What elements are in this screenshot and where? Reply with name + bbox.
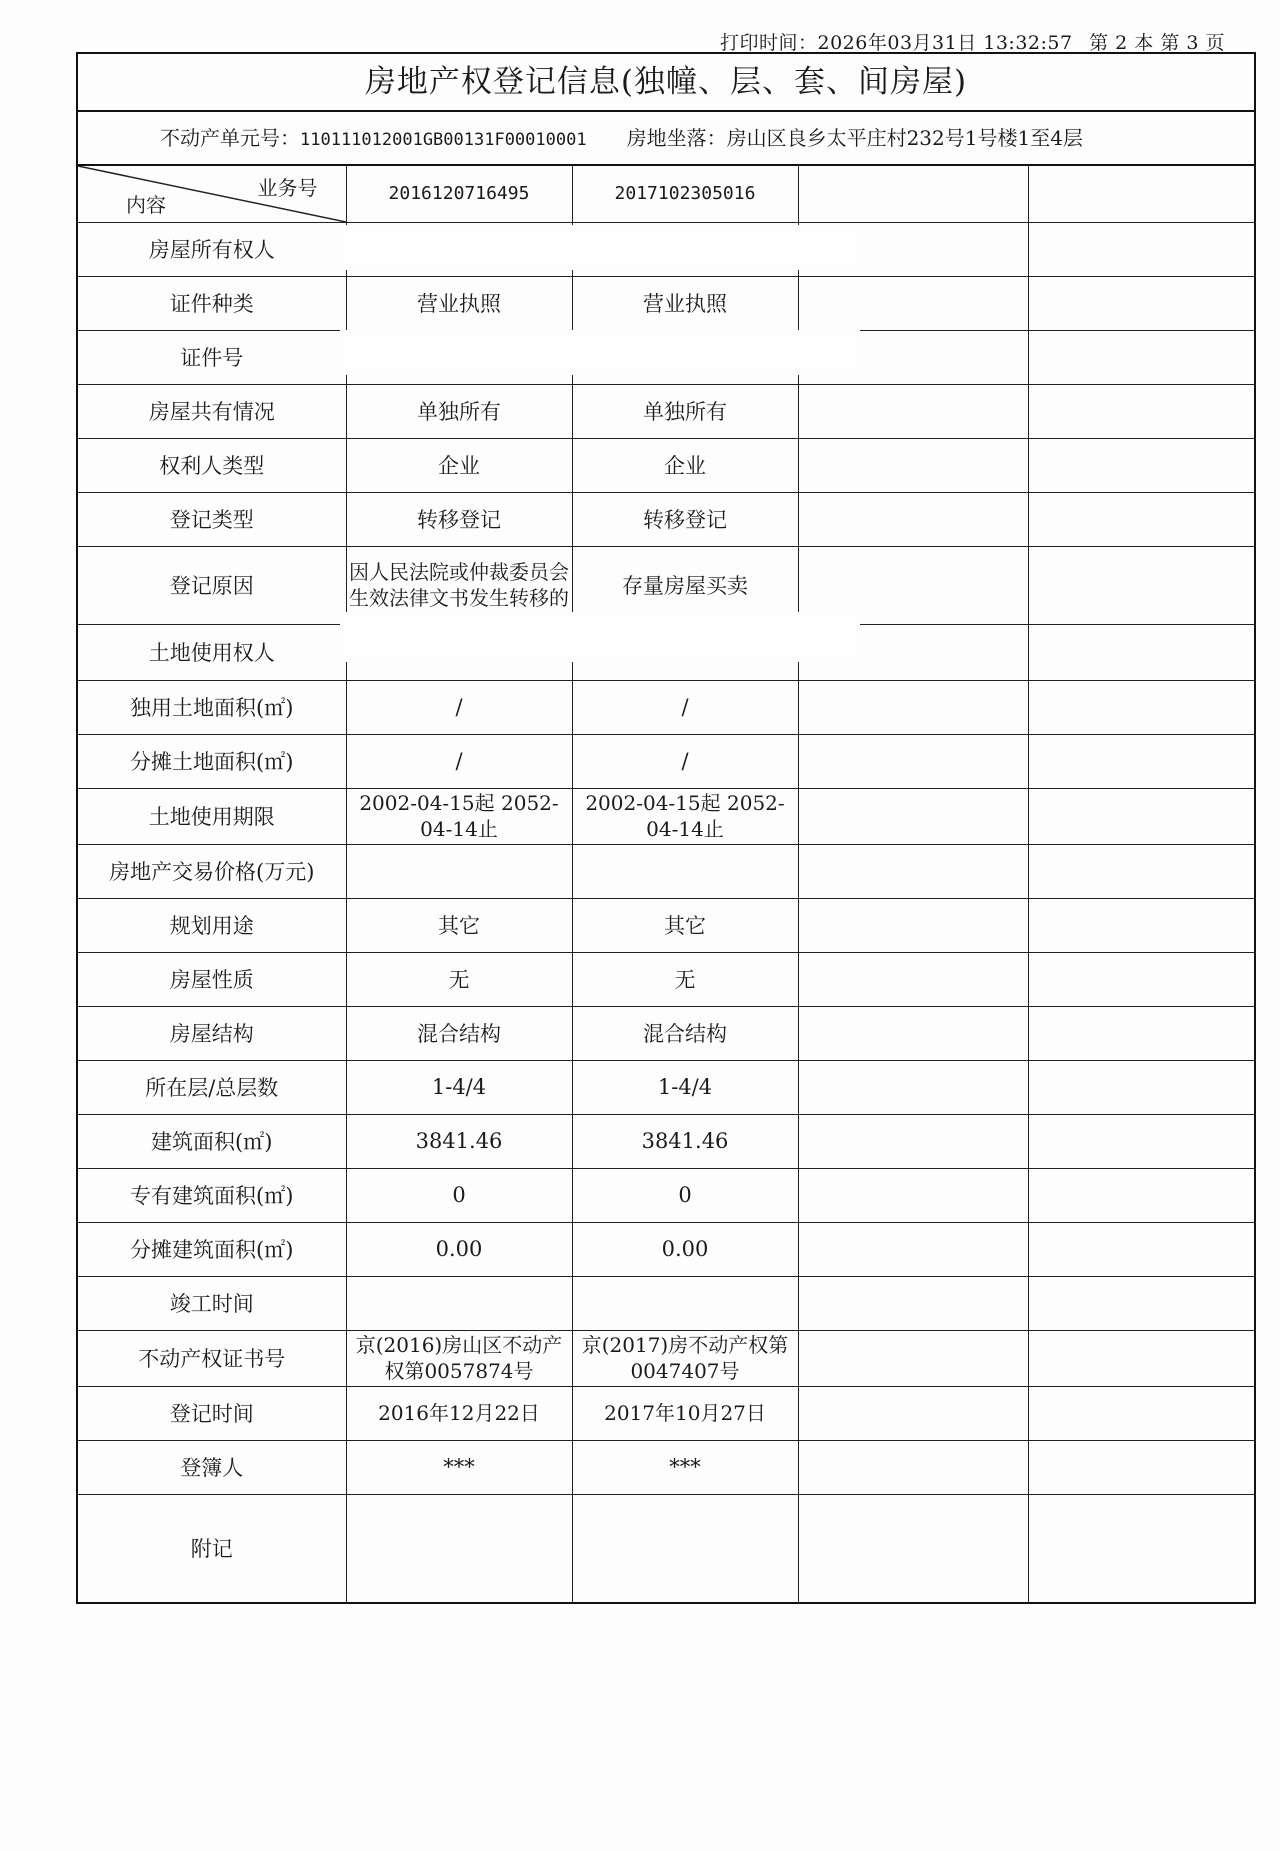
print-header — [720, 28, 1240, 55]
table-row — [78, 1114, 1254, 1168]
row-label: 房屋性质 — [78, 952, 346, 1006]
value-cell — [346, 844, 572, 898]
value-cell — [1028, 1386, 1254, 1440]
value-cell: 0 — [572, 1168, 798, 1222]
row-label: 规划用途 — [78, 898, 346, 952]
value-cell: 存量房屋买卖 — [572, 546, 798, 624]
table-row — [78, 492, 1254, 546]
value-cell: 混合结构 — [572, 1006, 798, 1060]
value-cell — [798, 1060, 1028, 1114]
redaction-patch — [340, 612, 860, 662]
value-cell: 2002-04-15起 2052-04-14止 — [572, 788, 798, 844]
value-cell: 混合结构 — [346, 1006, 572, 1060]
value-cell — [798, 1276, 1028, 1330]
value-cell — [1028, 1222, 1254, 1276]
value-cell: 单独所有 — [346, 384, 572, 438]
value-cell: *** — [346, 1440, 572, 1494]
row-label: 房屋结构 — [78, 1006, 346, 1060]
value-cell: 3841.46 — [572, 1114, 798, 1168]
value-cell — [1028, 492, 1254, 546]
redaction-patch — [340, 330, 860, 375]
value-cell — [1028, 546, 1254, 624]
value-cell — [1028, 276, 1254, 330]
value-cell — [572, 1494, 798, 1602]
value-cell — [798, 952, 1028, 1006]
value-cell: 2016年12月22日 — [346, 1386, 572, 1440]
location-label: 房地坐落： — [626, 126, 727, 150]
value-cell — [798, 734, 1028, 788]
value-cell — [1028, 898, 1254, 952]
document-title: 房地产权登记信息(独幢、层、套、间房屋) — [78, 54, 1254, 112]
value-cell: 营业执照 — [572, 276, 798, 330]
value-cell: 转移登记 — [346, 492, 572, 546]
unit-no: 110111012001GB00131F00010001 — [300, 130, 587, 150]
table-row — [78, 1222, 1254, 1276]
value-cell — [1028, 1494, 1254, 1602]
value-cell — [798, 1330, 1028, 1386]
unit-info-line — [78, 112, 1254, 166]
value-cell — [1028, 734, 1254, 788]
value-cell — [346, 1494, 572, 1602]
value-cell — [1028, 680, 1254, 734]
table-row — [78, 1060, 1254, 1114]
value-cell: 1-4/4 — [572, 1060, 798, 1114]
row-label: 土地使用权人 — [78, 624, 346, 680]
value-cell — [1028, 1114, 1254, 1168]
row-label: 权利人类型 — [78, 438, 346, 492]
value-cell — [346, 1276, 572, 1330]
row-label: 登簿人 — [78, 1440, 346, 1494]
value-cell — [798, 1168, 1028, 1222]
business-number-cell — [1028, 166, 1254, 222]
table-row — [78, 898, 1254, 952]
value-cell — [1028, 438, 1254, 492]
table-row — [78, 438, 1254, 492]
value-cell — [798, 1006, 1028, 1060]
page-info: 第 2 本 第 3 页 — [1089, 32, 1226, 54]
row-label: 分摊建筑面积(㎡) — [78, 1222, 346, 1276]
value-cell: 其它 — [572, 898, 798, 952]
value-cell — [1028, 624, 1254, 680]
value-cell: 2017年10月27日 — [572, 1386, 798, 1440]
row-label: 独用土地面积(㎡) — [78, 680, 346, 734]
value-cell: 京(2016)房山区不动产权第0057874号 — [346, 1330, 572, 1386]
corner-header-cell — [78, 166, 346, 222]
table-row — [78, 384, 1254, 438]
value-cell — [798, 1386, 1028, 1440]
value-cell: 营业执照 — [346, 276, 572, 330]
value-cell: 其它 — [346, 898, 572, 952]
row-label: 不动产权证书号 — [78, 1330, 346, 1386]
business-number-cell: 2016120716495 — [346, 166, 572, 222]
value-cell — [798, 898, 1028, 952]
row-label: 所在层/总层数 — [78, 1060, 346, 1114]
row-label: 专有建筑面积(㎡) — [78, 1168, 346, 1222]
table-row — [78, 1276, 1254, 1330]
row-label: 分摊土地面积(㎡) — [78, 734, 346, 788]
value-cell — [1028, 1006, 1254, 1060]
table-row — [78, 1006, 1254, 1060]
value-cell — [798, 788, 1028, 844]
value-cell: / — [572, 734, 798, 788]
table-row — [78, 1168, 1254, 1222]
table-row — [78, 1440, 1254, 1494]
row-label: 证件种类 — [78, 276, 346, 330]
value-cell — [1028, 1440, 1254, 1494]
value-cell — [1028, 1060, 1254, 1114]
value-cell: 无 — [572, 952, 798, 1006]
registration-sheet — [76, 52, 1256, 1604]
table-row — [78, 1330, 1254, 1386]
value-cell — [1028, 330, 1254, 384]
value-cell: 0.00 — [572, 1222, 798, 1276]
value-cell — [798, 1494, 1028, 1602]
value-cell — [1028, 1168, 1254, 1222]
value-cell: 2002-04-15起 2052-04-14止 — [346, 788, 572, 844]
row-label: 竣工时间 — [78, 1276, 346, 1330]
row-label: 登记原因 — [78, 546, 346, 624]
row-label: 附记 — [78, 1494, 346, 1602]
value-cell: 0 — [346, 1168, 572, 1222]
business-number-cell: 2017102305016 — [572, 166, 798, 222]
value-cell: 京(2017)房不动产权第0047407号 — [572, 1330, 798, 1386]
value-cell — [798, 1222, 1028, 1276]
value-cell — [1028, 1330, 1254, 1386]
location: 房山区良乡太平庄村232号1号楼1至4层 — [726, 126, 1083, 150]
table-row — [78, 680, 1254, 734]
value-cell — [1028, 788, 1254, 844]
table-row — [78, 952, 1254, 1006]
row-label: 土地使用期限 — [78, 788, 346, 844]
table-row — [78, 844, 1254, 898]
value-cell: 因人民法院或仲裁委员会生效法律文书发生转移的 — [346, 546, 572, 624]
table-row — [78, 788, 1254, 844]
value-cell — [798, 276, 1028, 330]
redaction-patch — [340, 225, 860, 270]
row-label: 建筑面积(㎡) — [78, 1114, 346, 1168]
business-number-cell — [798, 166, 1028, 222]
value-cell: 转移登记 — [572, 492, 798, 546]
registration-table — [78, 166, 1254, 1602]
value-cell: 企业 — [572, 438, 798, 492]
table-row — [78, 1494, 1254, 1602]
value-cell: 无 — [346, 952, 572, 1006]
value-cell: 0.00 — [346, 1222, 572, 1276]
corner-business-label: 业务号 — [257, 176, 318, 200]
value-cell — [798, 384, 1028, 438]
value-cell — [572, 1276, 798, 1330]
value-cell: 单独所有 — [572, 384, 798, 438]
row-label: 房屋共有情况 — [78, 384, 346, 438]
row-label: 证件号 — [78, 330, 346, 384]
table-row — [78, 1386, 1254, 1440]
value-cell — [1028, 952, 1254, 1006]
value-cell — [1028, 384, 1254, 438]
value-cell — [798, 492, 1028, 546]
value-cell — [798, 680, 1028, 734]
value-cell: / — [572, 680, 798, 734]
table-header-row — [78, 166, 1254, 222]
value-cell: 3841.46 — [346, 1114, 572, 1168]
row-label: 登记类型 — [78, 492, 346, 546]
value-cell: *** — [572, 1440, 798, 1494]
value-cell — [798, 844, 1028, 898]
table-row — [78, 276, 1254, 330]
table-row — [78, 734, 1254, 788]
value-cell: 企业 — [346, 438, 572, 492]
value-cell — [1028, 844, 1254, 898]
row-label: 登记时间 — [78, 1386, 346, 1440]
value-cell — [798, 1440, 1028, 1494]
value-cell — [1028, 222, 1254, 276]
row-label: 房屋所有权人 — [78, 222, 346, 276]
value-cell — [798, 438, 1028, 492]
unit-no-label: 不动产单元号： — [160, 126, 300, 150]
value-cell: / — [346, 734, 572, 788]
value-cell — [572, 844, 798, 898]
value-cell: / — [346, 680, 572, 734]
corner-content-label: 内容 — [126, 192, 166, 217]
value-cell: 1-4/4 — [346, 1060, 572, 1114]
row-label: 房地产交易价格(万元) — [78, 844, 346, 898]
value-cell — [1028, 1276, 1254, 1330]
value-cell — [798, 1114, 1028, 1168]
print-time: 打印时间：2026年03月31日 13:32:57 — [720, 32, 1073, 54]
